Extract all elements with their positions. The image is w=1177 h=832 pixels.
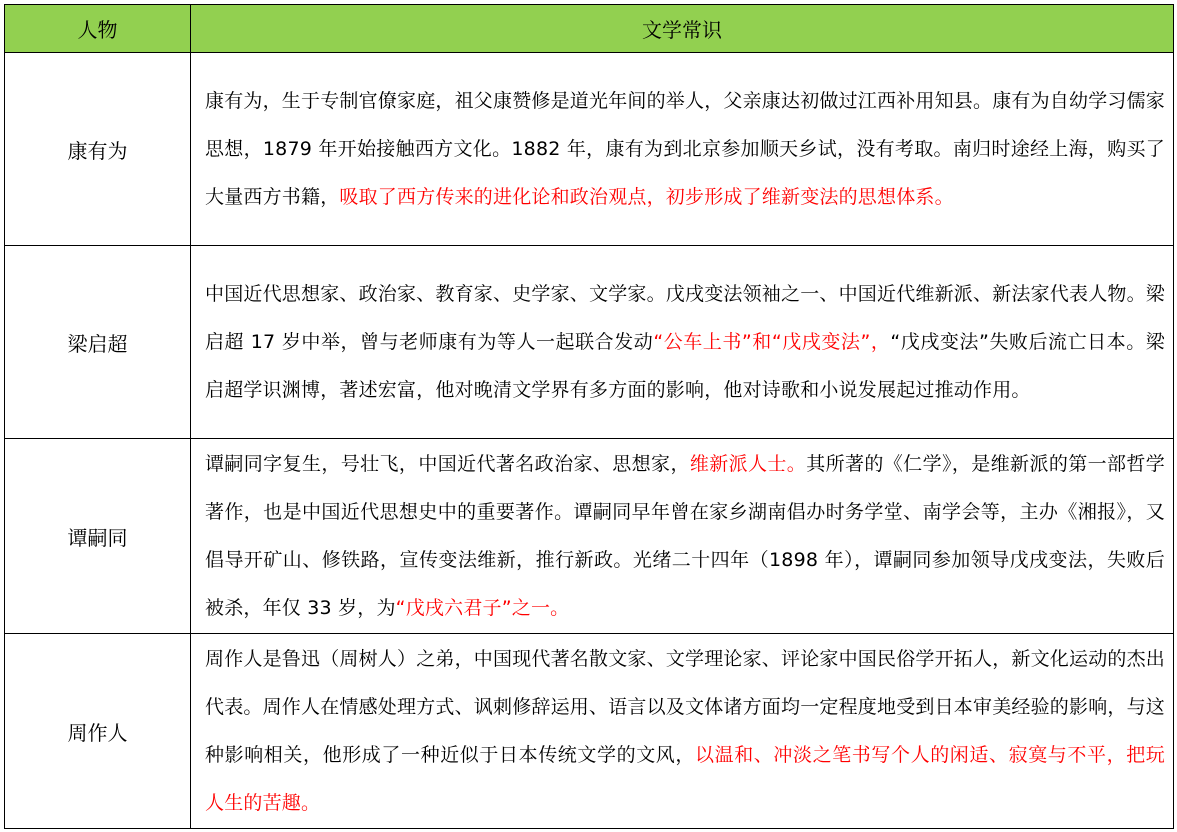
header-person: 人物: [5, 5, 191, 53]
table-row: [5, 53, 1174, 246]
table-row: [5, 246, 1174, 439]
highlight-text: “戊戌六君子”之一。: [395, 597, 570, 619]
highlight-text: 吸取了西方传来的进化论和政治观点，初步形成了维新变法的思想体系。: [339, 186, 954, 208]
person-name: 梁启超: [5, 246, 191, 439]
person-description: [191, 634, 1174, 829]
description-text: 中国近代思想家、政治家、教育家、史学家、文学家。戊戌变法领袖之一、中国近代维新派、新法家代表人物。梁启超 17 岁中举，曾与老师康有为等人一起联合发动: [205, 283, 1166, 353]
header-literary-knowledge: 文学常识: [191, 5, 1174, 53]
table-row: [5, 634, 1174, 829]
description-text: “戊戌变法”失败后流亡日本。梁启超学识渊博，著述宏富，他对晚清文学界有多方面的影响，他对诗歌和小说发展起过推动作用。: [205, 331, 1165, 401]
person-name: 康有为: [5, 53, 191, 246]
person-description: [191, 246, 1174, 439]
person-description: [191, 439, 1174, 634]
header-row: [5, 5, 1174, 53]
description-text: 其所著的《仁学》，是维新派的第一部哲学著作，也是中国近代思想史中的重要著作。谭嗣同早年曾在家乡湖南倡办时务学堂、南学会等，主办《湘报》，又倡导开矿山、修铁路，宣传变法维新，推行新政。光绪二十四年（1898 年），谭嗣同参加领导戊戌变法，失败后被杀，年仅 33 岁，为: [205, 453, 1165, 619]
description-text: 周作人是鲁迅（周树人）之弟，中国现代著名散文家、文学理论家、评论家中国民俗学开拓人，新文化运动的杰出代表。周作人在情感处理方式、讽刺修辞运用、语言以及文体诸方面均一定程度地受到日本审美经验的影响，与这种影响相关，他形成了一种近似于日本传统文学的文风，: [205, 648, 1166, 766]
description-text: 康有为，生于专制官僚家庭，祖父康赞修是道光年间的举人，父亲康达初做过江西补用知县。康有为自幼学习儒家思想，1879 年开始接触西方文化。1882 年，康有为到北京参加顺天乡试，没有考取。南归时途经上海，购买了大量西方书籍，: [205, 90, 1166, 208]
table-row: [5, 439, 1174, 634]
person-description: [191, 53, 1174, 246]
highlight-text: 以温和、冲淡之笔书写个人的闲适、寂寞与不平，把玩人生的苦趣。: [205, 744, 1165, 814]
highlight-text: 维新派人士。: [689, 453, 807, 475]
person-name: 周作人: [5, 634, 191, 829]
literature-table: [4, 4, 1174, 829]
description-text: 谭嗣同字复生，号壮飞，中国近代著名政治家、思想家，: [205, 453, 690, 475]
person-name: 谭嗣同: [5, 439, 191, 634]
highlight-text: “公车上书”和“戊戌变法”，: [653, 331, 891, 353]
